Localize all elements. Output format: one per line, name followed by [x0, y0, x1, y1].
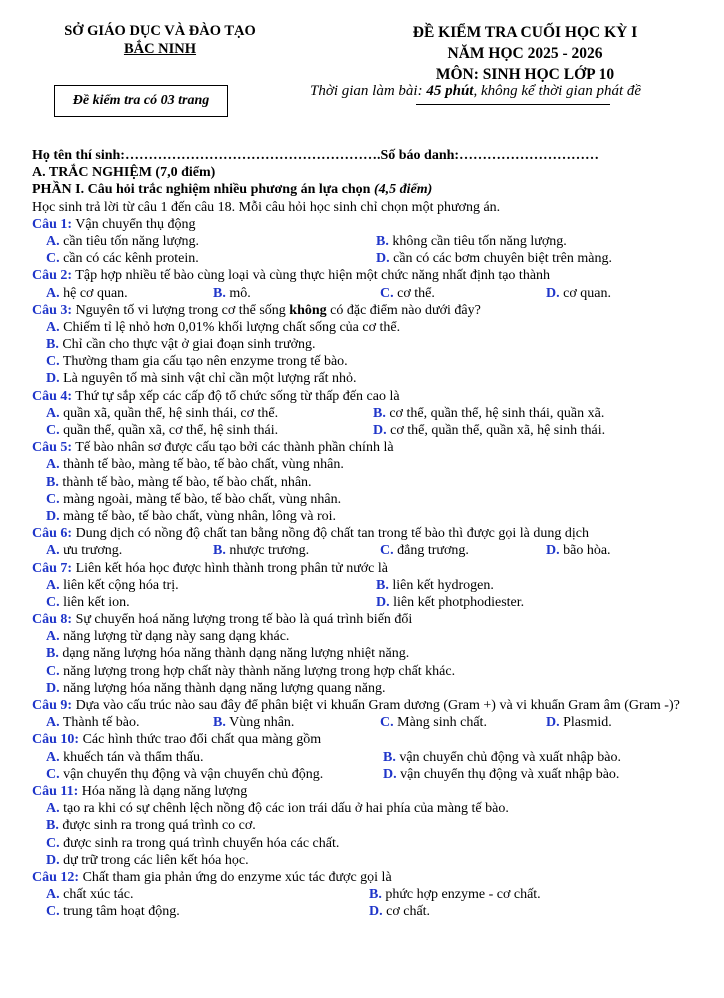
q7-options-row2: [32, 594, 696, 611]
student-info-line: Họ tên thí sinh:……………………………………………….Số báo danh:…………………………: [32, 148, 600, 163]
emphasis-not: không: [289, 302, 327, 318]
question-2: Câu 2: Tập hợp nhiều tế bào cùng loại và cùng thực hiện một chức năng nhất định tạo thành: [32, 268, 551, 284]
time-underline: [416, 104, 610, 105]
province-name: BẮC NINH: [123, 41, 197, 57]
q10-options-row2: [32, 766, 696, 783]
q5-option-a[interactable]: A. thành tế bào, màng tế bào, tế bào chất, vùng nhân.: [46, 457, 344, 473]
question-1: Câu 1: Vận chuyển thụ động: [32, 216, 196, 232]
question-5: Câu 5: Tế bào nhân sơ được cấu tạo bởi các thành phần chính là: [32, 440, 394, 456]
q3-option-a[interactable]: A. Chiếm tỉ lệ nhỏ hơn 0,01% khối lượng chất sống của cơ thể.: [46, 319, 401, 335]
question-9: Câu 9: Dựa vào cấu trúc nào sau đây để phân biệt vi khuẩn Gram dương (Gram +) và vi khuẩn Gram âm (Gram -)?: [32, 698, 680, 713]
q7-option-c[interactable]: C. liên kết ion.: [46, 594, 130, 610]
q10-options-row1: [32, 749, 696, 766]
q4-option-a[interactable]: A. quần xã, quần thể, hệ sinh thái, cơ thể.: [46, 405, 279, 421]
q11-option-c[interactable]: C. được sinh ra trong quá trình chuyển hóa các chất.: [46, 835, 340, 851]
q9-options: [32, 714, 696, 731]
question-8: Câu 8: Sự chuyển hoá năng lượng trong tế bào là quá trình biến đổi: [32, 612, 413, 628]
q3-option-b[interactable]: B. Chỉ cần cho thực vật ở giai đoạn sinh trưởng.: [46, 337, 316, 353]
q5-option-d[interactable]: D. màng tế bào, tế bào chất, vùng nhân, lông và roi.: [46, 508, 337, 524]
part1-title: PHẦN I. Câu hỏi trắc nghiệm nhiều phương án lựa chọn (4,5 điểm): [32, 182, 433, 198]
exam-title: ĐỀ KIỂM TRA CUỐI HỌC KỲ I: [412, 24, 638, 41]
department-name: SỞ GIÁO DỤC VÀ ĐÀO TẠO: [64, 23, 256, 39]
q2-option-c[interactable]: C. cơ thể.: [380, 285, 435, 301]
q7-options-row1: [32, 577, 696, 594]
q2-options: [32, 285, 696, 302]
q7-option-a[interactable]: A. liên kết cộng hóa trị.: [46, 577, 179, 593]
department-header: [40, 22, 280, 58]
q6-options: [32, 542, 696, 559]
q2-option-a[interactable]: A. hệ cơ quan.: [46, 285, 128, 301]
q10-option-d[interactable]: D. vận chuyển thụ động và xuất nhập bào.: [383, 766, 620, 782]
exam-content: [32, 147, 696, 920]
q2-option-d[interactable]: D. cơ quan.: [546, 285, 611, 301]
subject-title: MÔN: SINH HỌC LỚP 10: [435, 66, 615, 83]
q3-option-c[interactable]: C. Thường tham gia cấu tạo nên enzyme trong tế bào.: [46, 354, 348, 370]
q1-option-a[interactable]: A. cần tiêu tốn năng lượng.: [46, 233, 200, 249]
q6-option-d[interactable]: D. bão hòa.: [546, 543, 611, 559]
q12-options-row1: [32, 886, 696, 903]
q11-option-b[interactable]: B. được sinh ra trong quá trình co cơ.: [46, 818, 256, 834]
q12-options-row2: [32, 903, 696, 920]
q12-option-a[interactable]: A. chất xúc tác.: [46, 887, 134, 903]
q1-option-b[interactable]: B. không cần tiêu tốn năng lượng.: [376, 233, 567, 249]
question-3: Câu 3: Nguyên tố vi lượng trong cơ thể sống không có đặc điểm nào dưới đây?: [32, 302, 481, 318]
q12-option-b[interactable]: B. phức hợp enzyme - cơ chất.: [369, 887, 541, 903]
q4-options-row1: [32, 405, 696, 422]
q9-option-d[interactable]: D. Plasmid.: [546, 715, 612, 731]
part1-instruction: Học sinh trả lời từ câu 1 đến câu 18. Mỗi câu hỏi học sinh chỉ chọn một phương án.: [32, 199, 501, 215]
q2-option-b[interactable]: B. mô.: [213, 285, 251, 301]
q8-option-b[interactable]: B. dạng năng lượng hóa năng thành dạng năng lượng nhiệt năng.: [46, 646, 410, 662]
q4-option-b[interactable]: B. cơ thể, quần thể, hệ sinh thái, quần xã.: [373, 405, 605, 421]
question-11: Câu 11: Hóa năng là dạng năng lượng: [32, 783, 248, 799]
q3-option-d[interactable]: D. Là nguyên tố mà sinh vật chỉ cần một lượng rất nhỏ.: [46, 371, 357, 387]
question-10: Câu 10: Các hình thức trao đổi chất qua màng gồm: [32, 732, 322, 748]
q11-option-a[interactable]: A. tạo ra khi có sự chênh lệch nồng độ các ion trái dấu ở hai phía của màng tế bào.: [46, 801, 509, 817]
q1-options-row2: [32, 250, 696, 267]
q6-option-b[interactable]: B. nhược trương.: [213, 543, 310, 559]
q1-option-c[interactable]: C. cần có các kênh protein.: [46, 251, 199, 267]
q9-option-c[interactable]: C. Màng sinh chất.: [380, 715, 487, 731]
question-7: Câu 7: Liên kết hóa học được hình thành trong phân tử nước là: [32, 560, 388, 576]
q4-option-d[interactable]: D. cơ thể, quần thể, quần xã, hệ sinh thái.: [373, 423, 606, 438]
q1-options-row1: [32, 233, 696, 250]
question-4: Câu 4: Thứ tự sắp xếp các cấp độ tổ chức sống từ thấp đến cao là: [32, 388, 400, 404]
q6-option-a[interactable]: A. ưu trương.: [46, 543, 123, 559]
q5-option-b[interactable]: B. thành tế bào, màng tế bào, tế bào chất, nhân.: [46, 474, 312, 490]
q8-option-c[interactable]: C. năng lượng trong hợp chất này thành năng lượng trong hợp chất khác.: [46, 663, 456, 679]
q12-option-c[interactable]: C. trung tâm hoạt động.: [46, 904, 180, 920]
q9-option-a[interactable]: A. Thành tế bào.: [46, 715, 140, 731]
time-value: 45 phút: [426, 83, 474, 99]
question-12: Câu 12: Chất tham gia phản ứng do enzyme xúc tác được gọi là: [32, 869, 392, 885]
q1-option-d[interactable]: D. cần có các bơm chuyên biệt trên màng.: [376, 251, 612, 267]
school-year: NĂM HỌC 2025 - 2026: [447, 45, 603, 62]
q6-option-c[interactable]: C. đẳng trương.: [380, 543, 469, 559]
q7-option-d[interactable]: D. liên kết photphodiester.: [376, 594, 525, 610]
q7-option-b[interactable]: B. liên kết hydrogen.: [376, 577, 494, 593]
exam-header: [350, 22, 700, 85]
q12-option-d[interactable]: D. cơ chất.: [369, 904, 431, 920]
q5-option-c[interactable]: C. màng ngoài, màng tế bào, tế bào chất, vùng nhân.: [46, 491, 342, 507]
q8-option-a[interactable]: A. năng lượng từ dạng này sang dạng khác.: [46, 629, 290, 645]
section-a-title: A. TRẮC NGHIỆM (7,0 điểm): [32, 165, 216, 181]
question-6: Câu 6: Dung dịch có nồng độ chất tan bằng nồng độ chất tan trong tế bào thì được gọi là dung dịch: [32, 526, 589, 542]
q11-option-d[interactable]: D. dự trữ trong các liên kết hóa học.: [46, 852, 249, 868]
q9-option-b[interactable]: B. Vùng nhân.: [213, 715, 295, 731]
q10-option-c[interactable]: C. vận chuyển thụ động và vận chuyển chủ động.: [46, 766, 324, 782]
q8-option-d[interactable]: D. năng lượng hóa năng thành dạng năng lượng quang năng.: [46, 680, 386, 696]
pages-note-box: Đề kiểm tra có 03 trang: [54, 85, 228, 117]
time-allowed: Thời gian làm bài: 45 phút, không kể thời gian phát đề: [310, 83, 642, 99]
q10-option-b[interactable]: B. vận chuyển chủ động và xuất nhập bào.: [383, 749, 621, 765]
q10-option-a[interactable]: A. khuếch tán và thẩm thấu.: [46, 749, 204, 765]
q4-option-c[interactable]: C. quần thể, quần xã, cơ thể, hệ sinh thái.: [46, 423, 279, 438]
q4-options-row2: [32, 422, 696, 439]
